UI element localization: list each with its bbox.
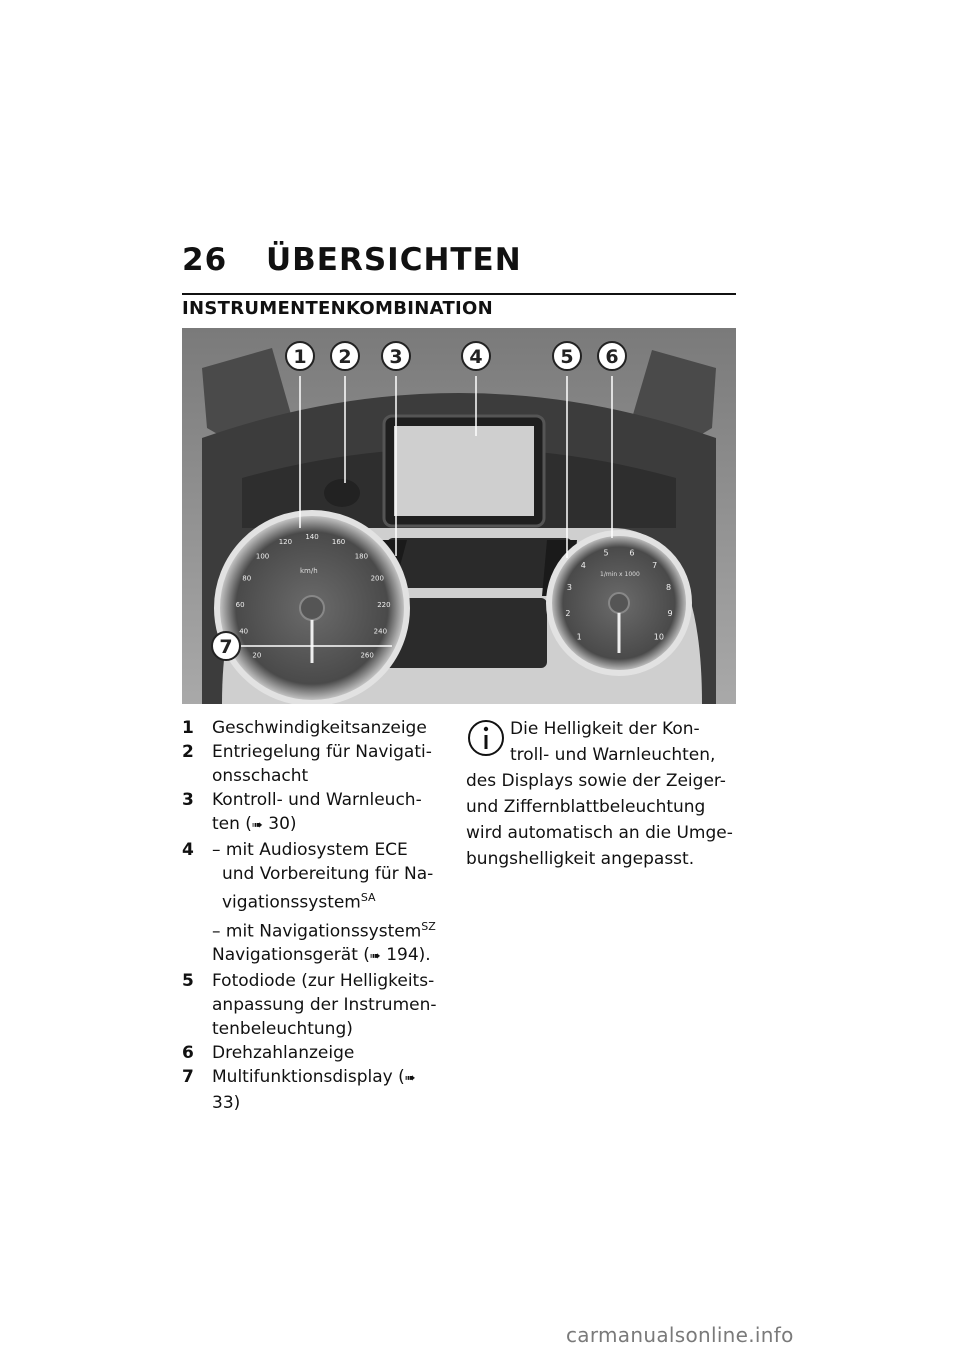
legend-item-6 [182,1041,444,1065]
speed-tick-label: 260 [360,651,374,660]
speed-tick-label: 120 [278,538,293,547]
callout-1 [286,342,314,370]
speedometer-unit: km/h [300,567,318,575]
chapter-title: ÜBERSICHTEN [266,242,522,278]
tach-tick-label: 1 [576,632,582,642]
legend-item-7 [182,1065,444,1115]
legend-text: Multifunktionsdisplay ( [212,1067,405,1088]
svg-text:5: 5 [560,346,574,368]
tach-tick-label: 8 [665,583,672,593]
speed-tick-label: 180 [354,552,369,561]
legend-number: 1 [182,718,194,738]
legend-item-5 [182,969,444,1041]
legend-text: Geschwindigkeitsanzeige [212,718,427,738]
legend-number: 3 [182,790,194,810]
legend-number: 4 [182,840,194,860]
svg-text:4: 4 [469,346,483,368]
callout-3 [382,342,410,370]
tach-tick-label: 7 [652,561,658,571]
tach-tick-label: 4 [580,561,586,571]
legend-item-3 [182,788,444,838]
speed-tick-label: 80 [242,574,252,583]
legend-item-4 [182,838,444,969]
option-marker: SA [360,891,376,904]
speed-tick-label: 160 [331,538,346,547]
speed-tick-label: 140 [305,533,319,541]
legend-number: 5 [182,971,194,992]
svg-text:1: 1 [293,346,307,368]
page-reference[interactable]: 33) [212,1093,241,1114]
legend-text: Entriegelung für Navigati-onsschacht [212,742,432,786]
instrument-cluster-illustration [182,328,736,704]
page-reference[interactable]: 30) [268,814,297,834]
reference-arrow-icon: ➠ [251,818,263,833]
speed-tick-label: 220 [377,600,391,609]
section-title: INSTRUMENTENKOMBINATION [182,298,494,319]
speed-tick-label: 100 [255,552,270,561]
note-text-first: Die Helligkeit der Kon-troll- und Warnleuchten, [510,719,716,765]
svg-text:3: 3 [389,346,403,368]
legend-item-2 [182,740,444,788]
reference-arrow-icon: ➠ [369,949,381,965]
speed-tick-label: 40 [239,627,249,636]
callout-2 [331,342,359,370]
svg-text:7: 7 [219,636,233,658]
tachometer-unit: 1/min x 1000 [600,571,640,578]
instrument-cluster-figure [182,328,736,704]
legend-number: 6 [182,1043,194,1064]
speed-tick-label: 200 [370,574,384,583]
page-reference[interactable]: 194). [386,945,431,966]
legend-text: Drehzahlanzeige [212,1043,355,1064]
header-rule [182,293,736,295]
callout-7 [212,632,240,660]
note-text: des Displays sowie der Zeiger- und Ziffernblattbeleuchtung wird automatisch an die Umge-bungshelligkeit angepasst. [466,771,733,869]
speed-tick-label: 240 [373,627,388,636]
legend-number: 2 [182,742,194,762]
page-number: 26 [182,242,228,278]
legend-item-1 [182,716,444,740]
callout-4 [462,342,490,370]
tach-tick-label: 6 [629,548,635,558]
tach-tick-label: 2 [565,609,571,619]
legend-list [182,716,444,1115]
legend-text: Kontroll- und Warnleuch-ten ( [212,790,422,834]
legend-subitem: – mit Audiosystem ECE und Vorbereitung für Na-vigationssystem [212,840,434,913]
speed-tick-label: 20 [252,651,262,660]
svg-text:6: 6 [605,346,619,368]
legend-text: Navigationsgerät ( [212,945,370,966]
tach-tick-label: 9 [667,609,673,619]
legend-number: 7 [182,1067,194,1088]
svg-text:2: 2 [338,346,352,368]
watermark: carmanualsonline.info [566,1323,794,1347]
legend-text: Fotodiode (zur Helligkeits-anpassung der Instrumen-tenbeleuchtung) [212,971,437,1040]
speed-tick-label: 60 [235,600,245,609]
tach-tick-label: 10 [653,632,664,642]
callout-6 [598,342,626,370]
info-note [466,716,736,872]
reference-arrow-icon: ➠ [404,1071,416,1087]
tach-tick-label: 3 [566,583,573,593]
option-marker: SZ [421,919,436,933]
callout-5 [553,342,581,370]
tach-tick-label: 5 [603,548,609,558]
legend-subitem: – mit Navigationssystem [212,921,422,942]
